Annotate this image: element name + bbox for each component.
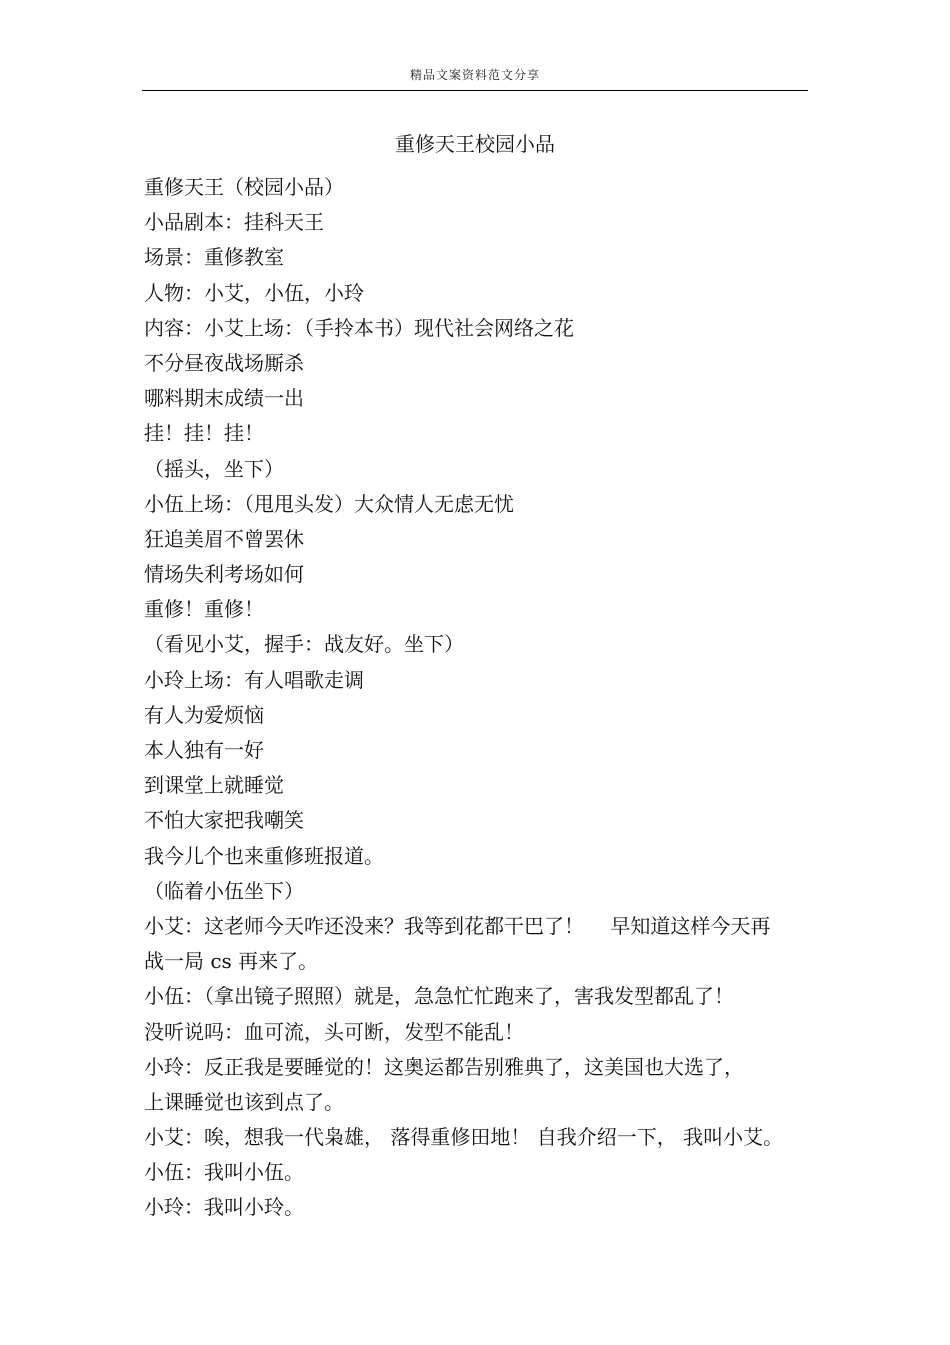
text-line: 情场失利考场如何 — [144, 562, 304, 587]
text-line: 到课堂上就睡觉 — [144, 773, 284, 798]
header-divider — [142, 90, 808, 91]
text-line: 场景：重修教室 — [144, 245, 284, 270]
text-line: 内容：小艾上场：（手拎本书）现代社会网络之花 — [144, 315, 574, 340]
text-line: 人物：小艾，小伍，小玲 — [144, 280, 364, 305]
text-line: 小玲：反正我是要睡觉的！这奥运都告别雅典了，这美国也大选了， — [144, 1054, 744, 1079]
text-line: 小伍：（拿出镜子照照）就是，急急忙忙跑来了，害我发型都乱了！ — [144, 984, 734, 1009]
document-title: 重修天王校园小品 — [395, 132, 555, 156]
text-line: （摇头，坐下） — [144, 456, 284, 481]
text-line: 小艾：唉，想我一代枭雄， 落得重修田地！ 自我介绍一下， 我叫小艾。 — [144, 1125, 784, 1150]
text-line: 重修！重修！ — [144, 597, 264, 622]
text-line: 战一局 cs 再来了。 — [144, 949, 319, 974]
text-line: 小伍上场：（甩甩头发）大众情人无虑无忧 — [144, 491, 514, 516]
text-line: 不分昼夜战场厮杀 — [144, 350, 304, 375]
text-line: （看见小艾，握手：战友好。坐下） — [144, 632, 464, 657]
text-line: 本人独有一好 — [144, 738, 264, 762]
text-line: 小玲上场：有人唱歌走调 — [144, 667, 364, 692]
script-body — [144, 170, 808, 1226]
text-line: 小伍：我叫小伍。 — [144, 1160, 304, 1185]
text-line: 我今儿个也来重修班报道。 — [144, 843, 384, 868]
text-line: 狂追美眉不曾罢休 — [144, 526, 304, 551]
text-line: 不怕大家把我嘲笑 — [144, 808, 304, 833]
text-line: 有人为爱烦恼 — [144, 702, 264, 727]
text-line: 小玲：我叫小玲。 — [144, 1195, 304, 1220]
text-line: 哪料期末成绩一出 — [144, 386, 304, 411]
text-line: 挂！挂！挂！ — [144, 421, 264, 446]
page-header: 精品文案资料范文分享 — [409, 68, 540, 82]
text-line: 上课睡觉也该到点了。 — [144, 1089, 344, 1114]
text-line: 小品剧本：挂科天王 — [144, 210, 324, 235]
text-line: 小艾：这老师今天咋还没来？我等到花都干巴了！ 早知道这样今天再 — [144, 913, 771, 938]
text-line: 重修天王（校园小品） — [144, 175, 344, 199]
text-line: （临着小伍坐下） — [144, 878, 304, 903]
text-line: 没听说吗：血可流，头可断，发型不能乱！ — [144, 1019, 524, 1044]
